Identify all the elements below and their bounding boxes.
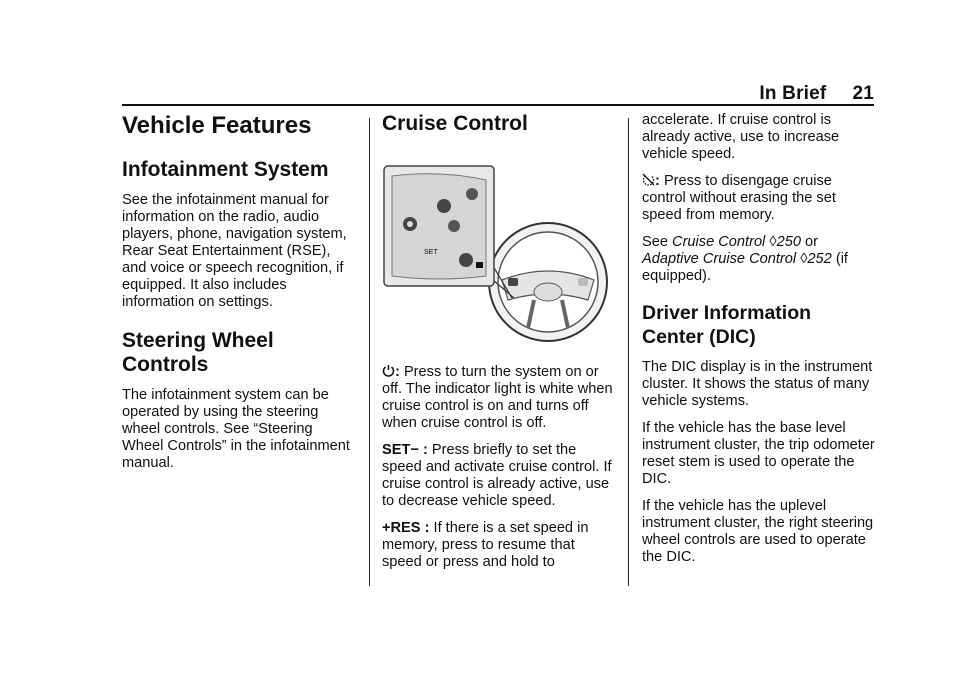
figure-set-label: SET: [424, 249, 438, 256]
cancel-item: : Press to disengage cruise control without erasing the set speed from memory.: [642, 173, 836, 223]
dic-paragraph-3: If the vehicle has the uplevel instrument cluster, the right steering wheel controls are used to operate the DIC.: [642, 498, 874, 565]
set-item: SET− : Press briefly to set the speed and activate cruise control. If cruise control is already active, use to decrease vehicle speed.: [382, 442, 612, 509]
infotainment-heading: Infotainment System: [122, 158, 329, 181]
cruise-heading: Cruise Control: [382, 112, 528, 135]
res-item: +RES : If there is a set speed in memory, press to resume that speed or press and hold to: [382, 520, 589, 570]
infotainment-text: See the infotainment manual for information on the radio, audio players, phone, navigation system, Rear Seat Entertainment (RSE), and voice or speech recognition, if equipped. It also includes information on settings.: [122, 192, 347, 310]
steering-heading: Steering Wheel Controls: [122, 329, 274, 376]
ref-page-250[interactable]: 250: [776, 234, 801, 250]
cruise-on-off-icon: [382, 364, 395, 377]
page-title: Vehicle Features: [122, 112, 312, 139]
page-number: 21: [852, 83, 874, 104]
dic-paragraph-1: The DIC display is in the instrument cluster. It shows the status of many vehicle systems.: [642, 359, 873, 409]
column-2: [382, 112, 618, 581]
ref-adaptive-cruise-control[interactable]: Adaptive Cruise Control: [642, 251, 797, 267]
column-3: [642, 112, 878, 576]
see-references: See Cruise Control ◊250 or Adaptive Cruise Control ◊252 (if equipped).: [642, 234, 848, 284]
ref-cruise-control[interactable]: Cruise Control: [672, 234, 766, 250]
on-off-item: : Press to turn the system on or off. The indicator light is white when cruise control is on and turns off when cruise control is off.: [382, 364, 613, 431]
res-continued-text: accelerate. If cruise control is already active, use to increase vehicle speed.: [642, 112, 840, 162]
ref-arrow-icon: ◊: [769, 234, 777, 250]
header-rule: [122, 104, 874, 106]
column-1: [122, 112, 358, 482]
section-title: In Brief: [759, 83, 827, 104]
ref-page-252[interactable]: 252: [807, 251, 832, 267]
column-divider-1: [369, 118, 370, 586]
column-divider-2: [628, 118, 629, 586]
ref-arrow-icon: ◊: [800, 251, 808, 267]
steering-wheel-figure: [382, 150, 618, 350]
cruise-cancel-icon: [642, 173, 655, 186]
dic-paragraph-2: If the vehicle has the base level instrument cluster, the trip odometer reset stem is used to operate the DIC.: [642, 420, 875, 487]
page-header: [759, 83, 874, 105]
steering-text: The infotainment system can be operated by using the steering wheel controls. See “Steering Wheel Controls” in the infotainment manual.: [122, 387, 350, 471]
dic-heading: Driver Information Center (DIC): [642, 302, 812, 348]
